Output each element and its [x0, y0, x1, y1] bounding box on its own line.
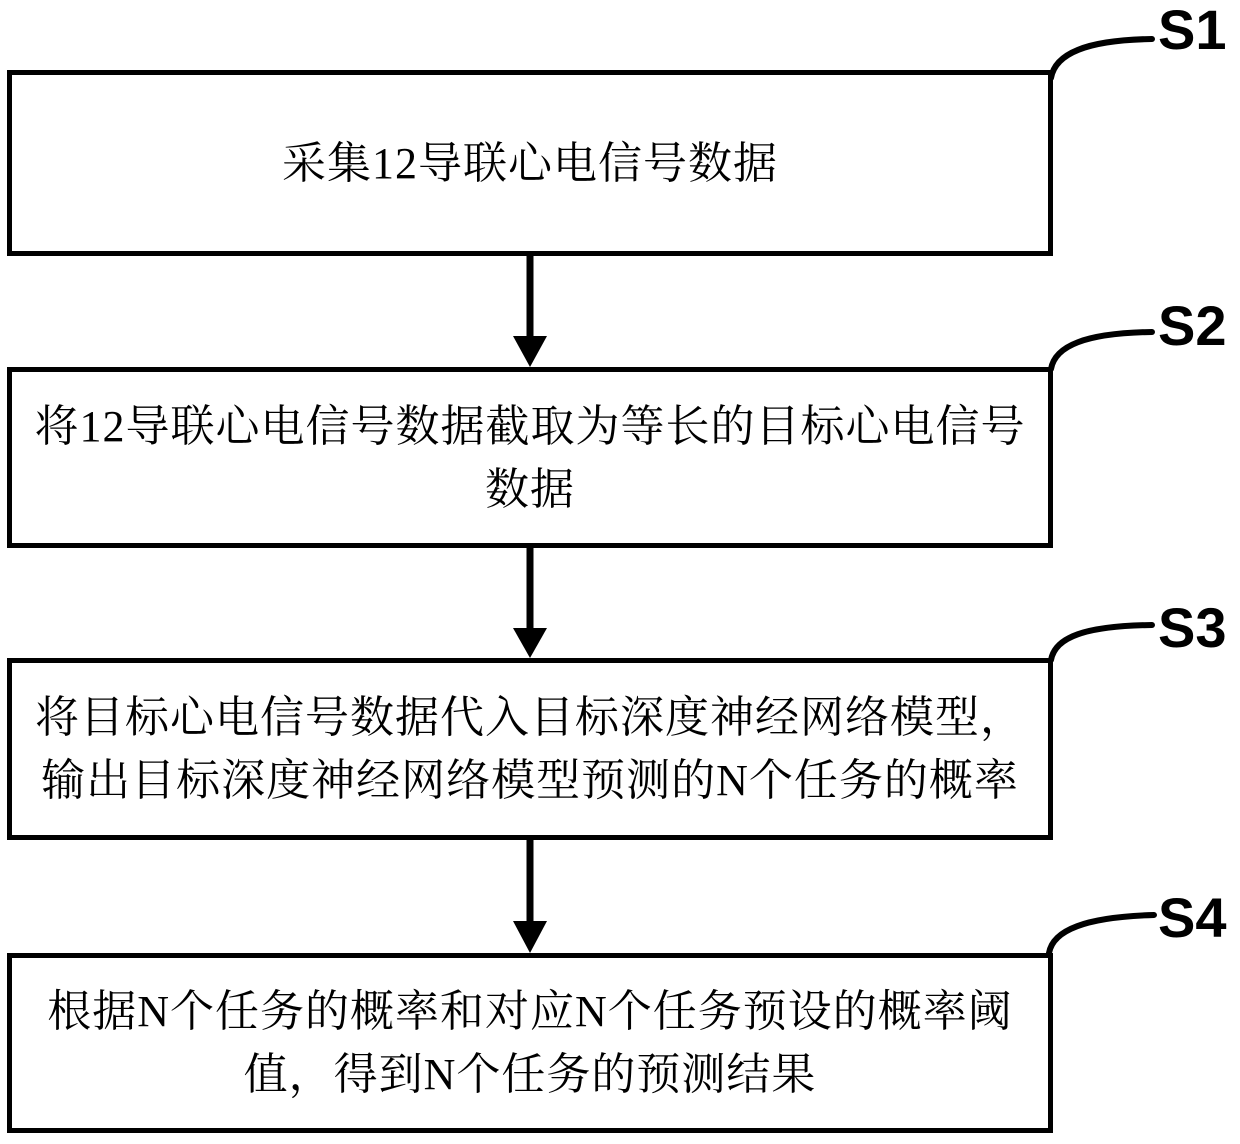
step-label-s4: S4	[1158, 886, 1227, 949]
flow-box-step3	[7, 658, 1053, 840]
step4-text-line2: 值，得到N个任务的预测结果	[243, 1050, 817, 1099]
step-label-s2: S2	[1158, 294, 1227, 357]
step-label-s1: S1	[1158, 0, 1227, 61]
step-connector-curve-s1	[1051, 39, 1152, 78]
flow-box-step2	[7, 367, 1053, 548]
step3-text-line2: 输出目标深度神经网络模型预测的N个任务的概率	[41, 756, 1019, 805]
step3-text-line1: 将目标心电信号数据代入目标深度神经网络模型，	[35, 693, 1025, 742]
flow-box-step1	[7, 70, 1053, 256]
step-label-s3: S3	[1158, 596, 1227, 659]
step-connector-curve-s4	[1049, 915, 1154, 953]
flow-arrow-down-2	[513, 548, 547, 658]
flow-arrow-down-1	[513, 255, 547, 367]
step2-text-line1: 将12导联心电信号数据截取为等长的目标心电信号	[34, 401, 1026, 451]
step1-text-line1: 采集12导联心电信号数据	[282, 138, 778, 188]
flow-box-step4	[7, 953, 1053, 1133]
step4-text-line1: 根据N个任务的概率和对应N个任务预设的概率阈	[47, 987, 1013, 1036]
step-connector-curve-s3	[1051, 625, 1152, 660]
step-connector-curve-s2	[1051, 332, 1152, 369]
flow-arrow-down-3	[513, 840, 547, 953]
step2-text-line2: 数据	[485, 464, 575, 514]
